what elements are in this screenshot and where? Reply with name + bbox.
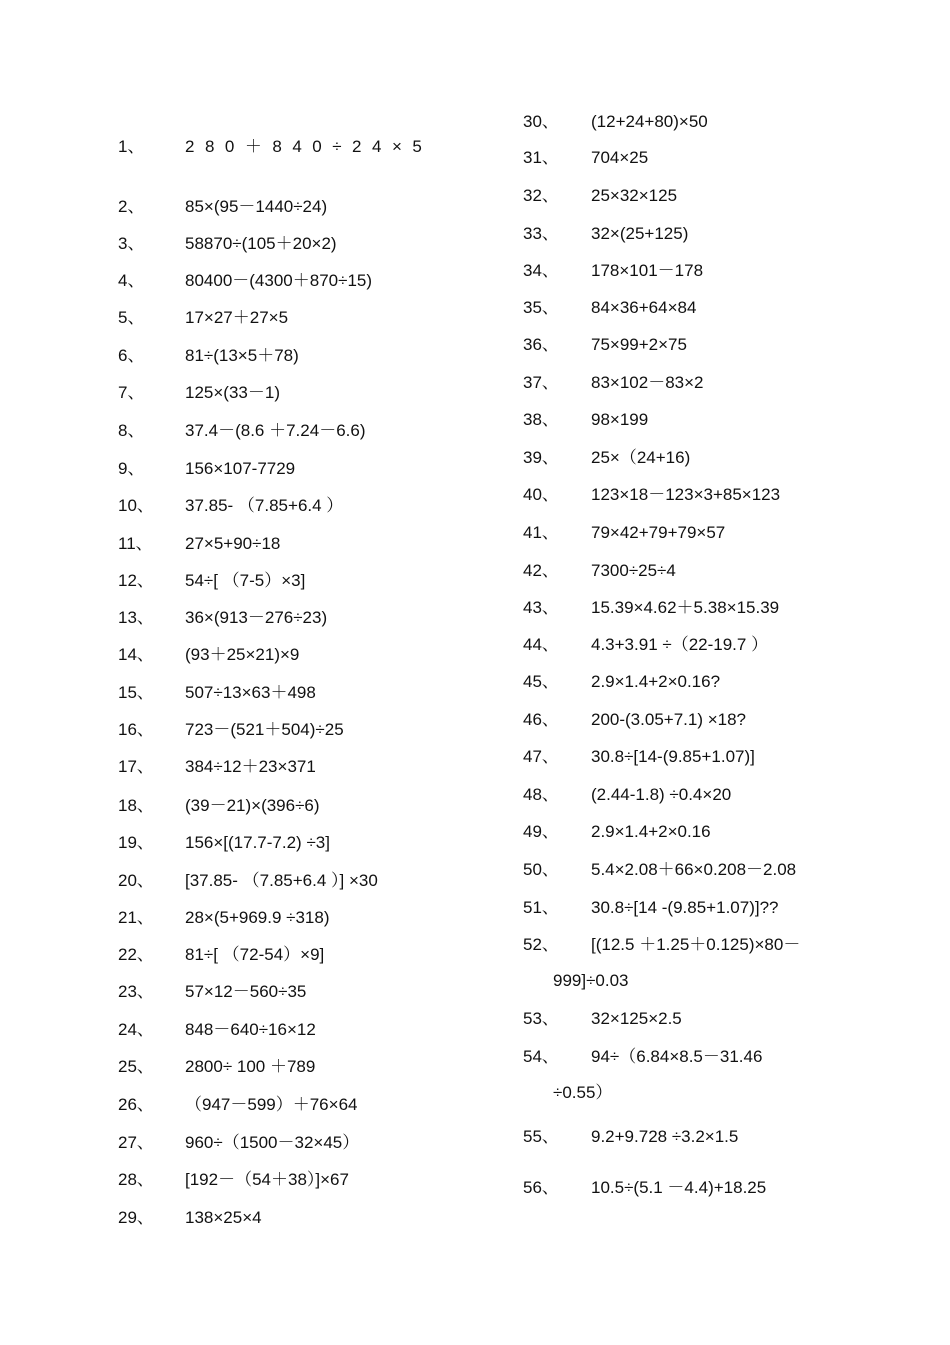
- problem-expression: 156×[(17.7-7.2) ÷3]: [185, 833, 330, 852]
- problem-expression: 28×(5+969.9 ÷318): [185, 908, 330, 927]
- problem-number: 22、: [118, 945, 154, 964]
- problem-number: 8、: [118, 421, 145, 440]
- problem-expression: 15.39×4.62＋5.38×15.39: [591, 598, 780, 617]
- problem-expression: （947－599）＋76×64: [185, 1095, 358, 1114]
- problem-number: 34、: [523, 261, 559, 280]
- problem-expression: 723－(521＋504)÷25: [185, 720, 344, 739]
- problem-expression: 80400－(4300＋870÷15): [185, 271, 373, 290]
- problem-expression: 85×(95－1440÷24): [185, 197, 328, 216]
- problem-expression: 2800÷ 100 ＋789: [185, 1057, 316, 1076]
- problem-expression: 9.2+9.728 ÷3.2×1.5: [591, 1127, 739, 1146]
- problem-expression: (2.44-1.8) ÷0.4×20: [591, 785, 732, 804]
- problem-expression: 32×(25+125): [591, 224, 689, 243]
- problem-number: 6、: [118, 346, 145, 365]
- problem-expression: 17×27＋27×5: [185, 308, 289, 327]
- problem-number: 37、: [523, 373, 559, 392]
- problem-number: 29、: [118, 1208, 154, 1227]
- problem-number: 45、: [523, 672, 559, 691]
- problem-number: 11、: [118, 534, 153, 553]
- problem-number: 25、: [118, 1057, 154, 1076]
- problem-expression: 84×36+64×84: [591, 298, 697, 317]
- problem-number: 1、: [118, 137, 145, 156]
- problem-number: 20、: [118, 871, 154, 890]
- problem-number: 33、: [523, 224, 559, 243]
- problem-number: 41、: [523, 523, 559, 542]
- problem-expression: (12+24+80)×50: [591, 112, 708, 131]
- problem-expression: 2.9×1.4+2×0.16: [591, 822, 711, 841]
- problem-number: 2、: [118, 197, 145, 216]
- problem-number: 12、: [118, 571, 154, 590]
- problem-expression: 125×(33－1): [185, 383, 280, 402]
- problem-expression: 156×107-7729: [185, 459, 296, 478]
- problem-number: 4、: [118, 271, 145, 290]
- problem-expression: 98×199: [591, 410, 649, 429]
- problem-expression: 94÷（6.84×8.5－31.46: [591, 1047, 763, 1066]
- problem-expression: 36×(913－276÷23): [185, 608, 328, 627]
- problem-number: 42、: [523, 561, 559, 580]
- problem-expression: (93＋25×21)×9: [185, 645, 300, 664]
- problem-number: 10、: [118, 496, 154, 515]
- problem-expression: 123×18－123×3+85×123: [591, 485, 781, 504]
- problem-number: 23、: [118, 982, 154, 1001]
- problem-expression: (39－21)×(396÷6): [185, 796, 320, 815]
- problem-number: 55、: [523, 1127, 559, 1146]
- problem-expression: 25×（24+16): [591, 448, 691, 467]
- problem-number: 53、: [523, 1009, 559, 1028]
- problem-expression: [192－（54＋38）]×67: [185, 1170, 349, 1189]
- problem-number: 38、: [523, 410, 559, 429]
- problem-expression: 5.4×2.08＋66×0.208－2.08: [591, 860, 797, 879]
- problem-expression: 2.9×1.4+2×0.16?: [591, 672, 721, 691]
- problem-number: 39、: [523, 448, 559, 467]
- problem-expression-continued: 999]÷0.03: [553, 971, 629, 990]
- problem-number: 9、: [118, 459, 145, 478]
- problem-expression: 57×12－560÷35: [185, 982, 307, 1001]
- problem-number: 52、: [523, 935, 559, 954]
- problem-number: 27、: [118, 1133, 154, 1152]
- problem-number: 28、: [118, 1170, 154, 1189]
- problem-number: 44、: [523, 635, 559, 654]
- problem-number: 32、: [523, 186, 559, 205]
- problem-number: 13、: [118, 608, 154, 627]
- problem-number: 15、: [118, 683, 154, 702]
- problem-expression: 960÷（1500－32×45）: [185, 1133, 360, 1152]
- problem-expression: 30.8÷[14-(9.85+1.07)]: [591, 747, 755, 766]
- problem-expression: 507÷13×63＋498: [185, 683, 316, 702]
- problem-expression: 384÷12＋23×371: [185, 757, 316, 776]
- problem-expression: [(12.5 ＋1.25＋0.125)×80－: [591, 935, 801, 954]
- problem-number: 26、: [118, 1095, 154, 1114]
- problem-number: 48、: [523, 785, 559, 804]
- problem-number: 17、: [118, 757, 154, 776]
- problem-expression: 178×101－178: [591, 261, 704, 280]
- problem-expression: 58870÷(105＋20×2): [185, 234, 337, 253]
- problem-expression: 30.8÷[14 -(9.85+1.07)]??: [591, 898, 779, 917]
- problem-expression: 25×32×125: [591, 186, 678, 205]
- problem-expression: 37.4－(8.6 ＋7.24－6.6): [185, 421, 366, 440]
- problem-expression: 37.85- （7.85+6.4 ）: [185, 496, 344, 515]
- problem-expression: 10.5÷(5.1 －4.4)+18.25: [591, 1178, 767, 1197]
- problem-number: 35、: [523, 298, 559, 317]
- problem-number: 50、: [523, 860, 559, 879]
- problem-number: 51、: [523, 898, 559, 917]
- problem-expression: 81÷(13×5＋78): [185, 346, 299, 365]
- problem-number: 40、: [523, 485, 559, 504]
- problem-expression: 848－640÷16×12: [185, 1020, 316, 1039]
- problem-number: 43、: [523, 598, 559, 617]
- problem-number: 54、: [523, 1047, 559, 1066]
- problem-number: 18、: [118, 796, 154, 815]
- problem-expression: 75×99+2×75: [591, 335, 687, 354]
- problem-expression: 83×102－83×2: [591, 373, 704, 392]
- problem-number: 7、: [118, 383, 145, 402]
- problem-number: 5、: [118, 308, 145, 327]
- problem-number: 14、: [118, 645, 154, 664]
- problem-expression: 200-(3.05+7.1) ×18?: [591, 710, 747, 729]
- problem-number: 47、: [523, 747, 559, 766]
- problem-number: 19、: [118, 833, 154, 852]
- problem-expression: [37.85- （7.85+6.4 ）] ×30: [185, 871, 378, 890]
- problem-expression: 7300÷25÷4: [591, 561, 676, 580]
- problem-expression: 81÷[ （72-54）×9]: [185, 945, 325, 964]
- problem-number: 56、: [523, 1178, 559, 1197]
- problem-expression: 79×42+79+79×57: [591, 523, 726, 542]
- problem-number: 24、: [118, 1020, 154, 1039]
- problem-number: 3、: [118, 234, 145, 253]
- problem-expression: 32×125×2.5: [591, 1009, 682, 1028]
- problem-number: 21、: [118, 908, 154, 927]
- problem-number: 30、: [523, 112, 559, 131]
- problem-expression-continued: ÷0.55）: [553, 1083, 613, 1102]
- problem-number: 16、: [118, 720, 154, 739]
- problem-expression: 54÷[ （7-5）×3]: [185, 571, 306, 590]
- problem-expression: 27×5+90÷18: [185, 534, 281, 553]
- problem-number: 49、: [523, 822, 559, 841]
- problem-number: 31、: [523, 148, 559, 167]
- problem-expression: 280＋840÷24×5: [185, 137, 433, 156]
- problem-expression: 704×25: [591, 148, 649, 167]
- problem-expression: 4.3+3.91 ÷（22-19.7 ）: [591, 635, 769, 654]
- problem-expression: 138×25×4: [185, 1208, 262, 1227]
- problem-number: 36、: [523, 335, 559, 354]
- problem-number: 46、: [523, 710, 559, 729]
